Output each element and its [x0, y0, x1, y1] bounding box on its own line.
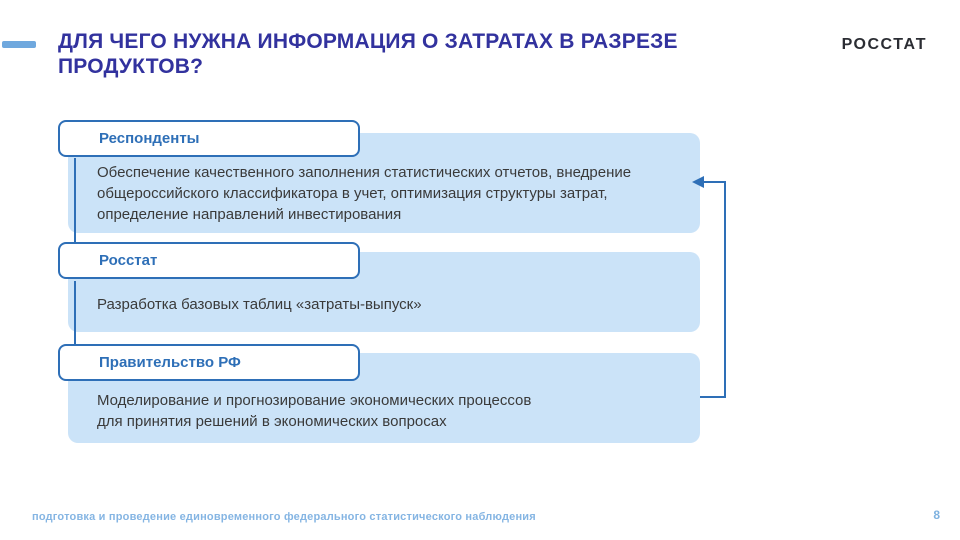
footer-subtitle: подготовка и проведение единовременного федерального статистического наблюдения	[32, 511, 536, 523]
label-government: Правительство РФ	[99, 354, 241, 371]
body-text-rosstat: Разработка базовых таблиц «затраты-выпуск»	[97, 296, 422, 313]
label-rosstat: Росстат	[99, 252, 158, 269]
label-box-government	[58, 344, 360, 381]
label-respondents: Респонденты	[99, 130, 200, 147]
body-text-government: Моделирование и прогнозирование экономических процессов для принятия решений в экономических вопросах	[97, 392, 532, 430]
title-accent-bar	[2, 41, 36, 48]
slide-title: ДЛЯ ЧЕГО НУЖНА ИНФОРМАЦИЯ О ЗАТРАТАХ В РАЗРЕЗЕ ПРОДУКТОВ?	[58, 30, 678, 79]
label-box-rosstat	[58, 242, 360, 279]
page-number: 8	[933, 508, 940, 522]
label-box-respondents	[58, 120, 360, 157]
body-text-respondents: Обеспечение качественного заполнения статистических отчетов, внедрение общероссийского классификатора в учет, оптимизация структуры затрат, определение направлений инвестирования	[97, 164, 632, 223]
rosstat-logo: РОССТАТ	[841, 36, 927, 53]
